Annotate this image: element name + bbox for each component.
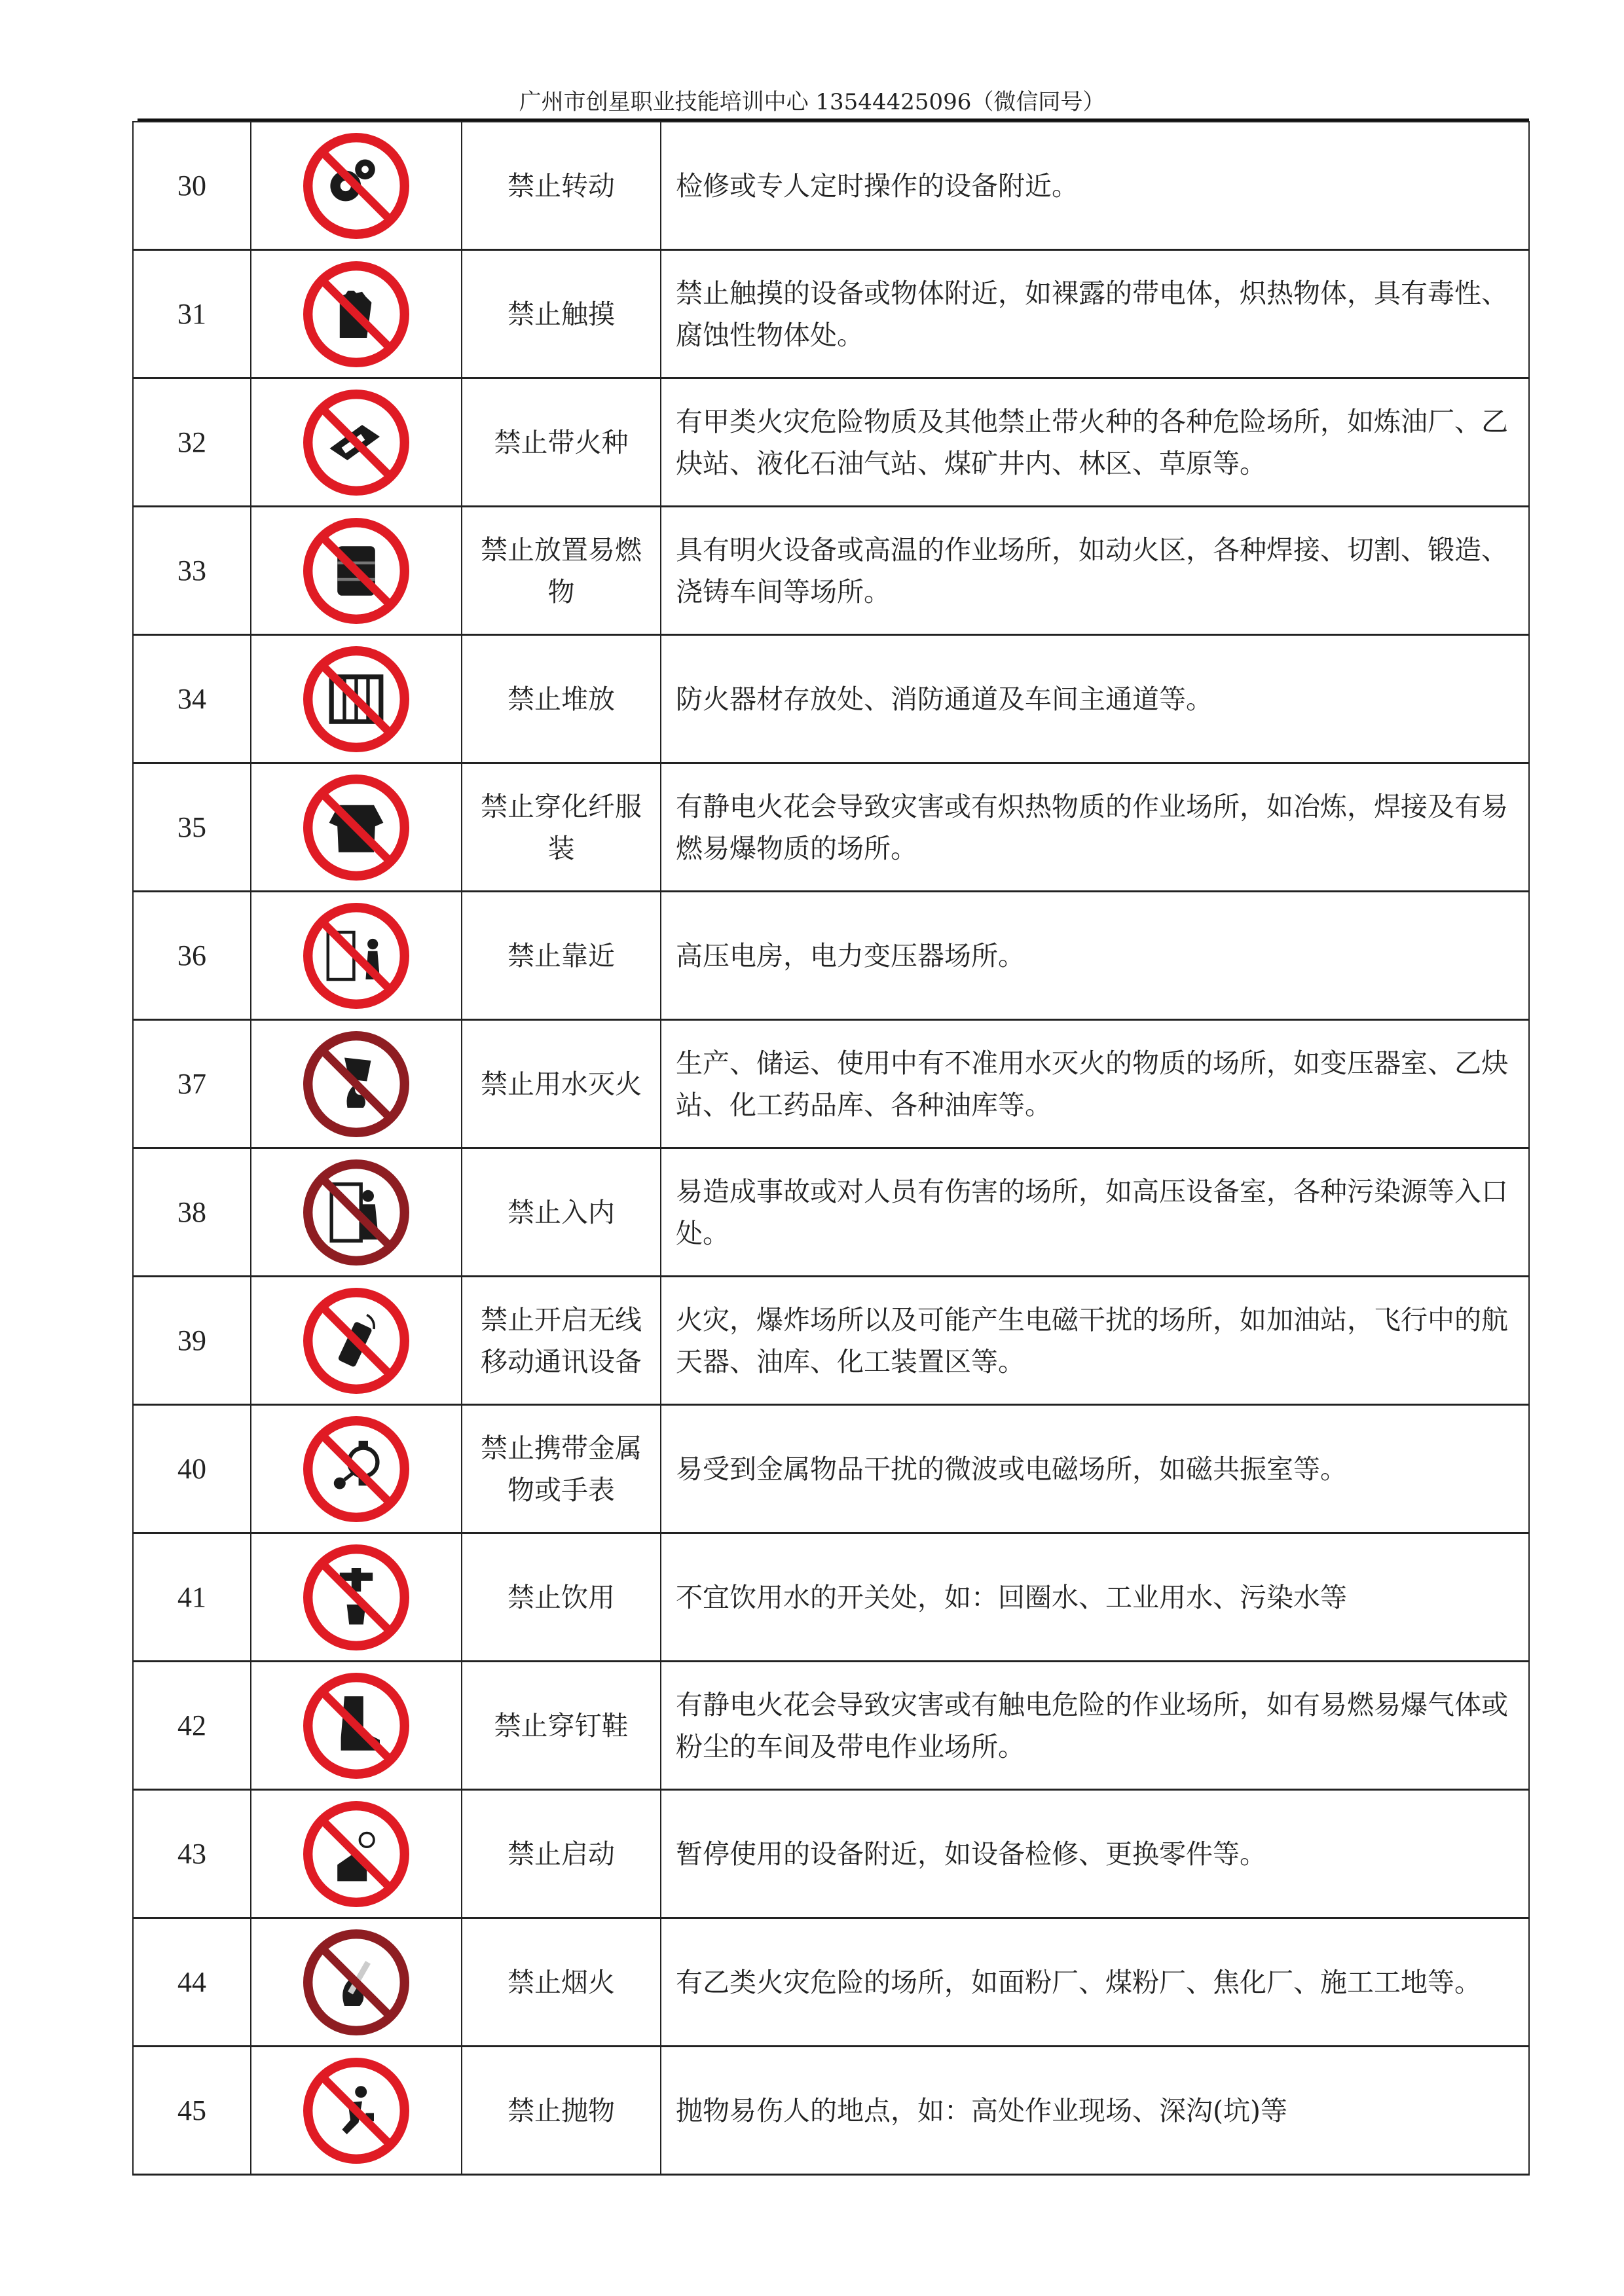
sign-name: 禁止用水灭火 [462, 1020, 661, 1148]
sign-description: 生产、储运、使用中有不准用水灭火的物质的场所，如变压器室、乙炔站、化工药品库、各种油库等。 [661, 1020, 1529, 1148]
table-row [133, 1277, 1529, 1405]
no-rotation-icon [297, 127, 415, 245]
sign-description: 禁止触摸的设备或物体附近，如裸露的带电体，炽热物体，具有毒性、腐蚀性物体处。 [661, 250, 1529, 378]
sign-image-cell [251, 378, 462, 507]
no-touching-icon [297, 255, 415, 373]
sign-image-cell [251, 1790, 462, 1918]
sign-name: 禁止饮用 [462, 1533, 661, 1662]
sign-number: 42 [133, 1662, 251, 1790]
table-row [133, 250, 1529, 378]
no-drinking-icon [297, 1539, 415, 1656]
sign-description: 高压电房，电力变压器场所。 [661, 892, 1529, 1020]
sign-image-cell [251, 507, 462, 635]
no-starting-icon [297, 1795, 415, 1913]
no-water-extinguish-icon [297, 1025, 415, 1143]
no-approach-icon [297, 897, 415, 1015]
sign-image-cell [251, 763, 462, 892]
sign-name: 禁止带火种 [462, 378, 661, 507]
sign-description: 有甲类火灾危险物质及其他禁止带火种的各种危险场所，如炼油厂、乙炔站、液化石油气站、煤矿井内、林区、草原等。 [661, 378, 1529, 507]
no-flammables-icon [297, 512, 415, 630]
table-row [133, 1662, 1529, 1790]
sign-description: 火灾，爆炸场所以及可能产生电磁干扰的场所，如加油站，飞行中的航天器、油库、化工装置区等。 [661, 1277, 1529, 1405]
sign-image-cell [251, 1277, 462, 1405]
sign-number: 43 [133, 1790, 251, 1918]
no-matches-icon [297, 384, 415, 501]
sign-description: 暂停使用的设备附近，如设备检修、更换零件等。 [661, 1790, 1529, 1918]
sign-description: 易造成事故或对人员有伤害的场所，如高压设备室，各种污染源等入口处。 [661, 1148, 1529, 1277]
table-row [133, 378, 1529, 507]
sign-name: 禁止靠近 [462, 892, 661, 1020]
sign-description: 防火器材存放处、消防通道及车间主通道等。 [661, 635, 1529, 763]
sign-number: 45 [133, 2047, 251, 2175]
sign-description: 易受到金属物品干扰的微波或电磁场所，如磁共振室等。 [661, 1405, 1529, 1533]
no-spiked-shoes-icon [297, 1667, 415, 1785]
sign-image-cell [251, 122, 462, 250]
table-row [133, 1148, 1529, 1277]
sign-number: 31 [133, 250, 251, 378]
sign-description: 有静电火花会导致灾害或有触电危险的作业场所，如有易燃易爆气体或粉尘的车间及带电作业场所。 [661, 1662, 1529, 1790]
sign-name: 禁止启动 [462, 1790, 661, 1918]
sign-image-cell [251, 2047, 462, 2175]
prohibition-signs-table [132, 121, 1530, 2176]
sign-image-cell [251, 250, 462, 378]
sign-image-cell [251, 1020, 462, 1148]
sign-number: 37 [133, 1020, 251, 1148]
sign-name: 禁止触摸 [462, 250, 661, 378]
sign-image-cell [251, 892, 462, 1020]
sign-image-cell [251, 1918, 462, 2047]
sign-image-cell [251, 1148, 462, 1277]
sign-description: 有静电火花会导致灾害或有炽热物质的作业场所，如冶炼，焊接及有易燃易爆物质的场所。 [661, 763, 1529, 892]
sign-number: 33 [133, 507, 251, 635]
sign-description: 抛物易伤人的地点，如：高处作业现场、深沟(坑)等 [661, 2047, 1529, 2175]
table-row [133, 635, 1529, 763]
sign-number: 38 [133, 1148, 251, 1277]
sign-number: 35 [133, 763, 251, 892]
page-header: 广州市创星职业技能培训中心 13544425096（微信同号） [519, 89, 1105, 115]
no-synthetic-clothing-icon [297, 769, 415, 886]
sign-name: 禁止烟火 [462, 1918, 661, 2047]
no-mobile-phone-icon [297, 1282, 415, 1400]
sign-image-cell [251, 1405, 462, 1533]
sign-name: 禁止放置易燃物 [462, 507, 661, 635]
sign-number: 34 [133, 635, 251, 763]
table-row [133, 1405, 1529, 1533]
sign-name: 禁止抛物 [462, 2047, 661, 2175]
sign-description: 有乙类火灾危险的场所，如面粉厂、煤粉厂、焦化厂、施工工地等。 [661, 1918, 1529, 2047]
sign-image-cell [251, 1662, 462, 1790]
no-entry-icon [297, 1154, 415, 1271]
sign-image-cell [251, 1533, 462, 1662]
table-row [133, 1918, 1529, 2047]
sign-name: 禁止入内 [462, 1148, 661, 1277]
table-row [133, 122, 1529, 250]
table-row [133, 1533, 1529, 1662]
sign-number: 44 [133, 1918, 251, 2047]
table-row [133, 763, 1529, 892]
table-row [133, 2047, 1529, 2175]
sign-name: 禁止堆放 [462, 635, 661, 763]
sign-number: 40 [133, 1405, 251, 1533]
table-row [133, 1790, 1529, 1918]
sign-image-cell [251, 635, 462, 763]
no-smoking-fire-icon [297, 1923, 415, 2041]
sign-description: 不宜饮用水的开关处，如：回圈水、工业用水、污染水等 [661, 1533, 1529, 1662]
sign-number: 36 [133, 892, 251, 1020]
table-row [133, 1020, 1529, 1148]
sign-name: 禁止开启无线移动通讯设备 [462, 1277, 661, 1405]
sign-name: 禁止穿钉鞋 [462, 1662, 661, 1790]
sign-number: 30 [133, 122, 251, 250]
sign-number: 32 [133, 378, 251, 507]
no-metal-watch-icon [297, 1410, 415, 1528]
sign-description: 具有明火设备或高温的作业场所，如动火区，各种焊接、切割、锻造、浇铸车间等场所。 [661, 507, 1529, 635]
sign-name: 禁止转动 [462, 122, 661, 250]
no-stacking-icon [297, 640, 415, 758]
sign-number: 39 [133, 1277, 251, 1405]
sign-description: 检修或专人定时操作的设备附近。 [661, 122, 1529, 250]
no-throwing-icon [297, 2052, 415, 2170]
sign-number: 41 [133, 1533, 251, 1662]
table-row [133, 892, 1529, 1020]
table-row [133, 507, 1529, 635]
sign-name: 禁止携带金属物或手表 [462, 1405, 661, 1533]
sign-name: 禁止穿化纤服装 [462, 763, 661, 892]
